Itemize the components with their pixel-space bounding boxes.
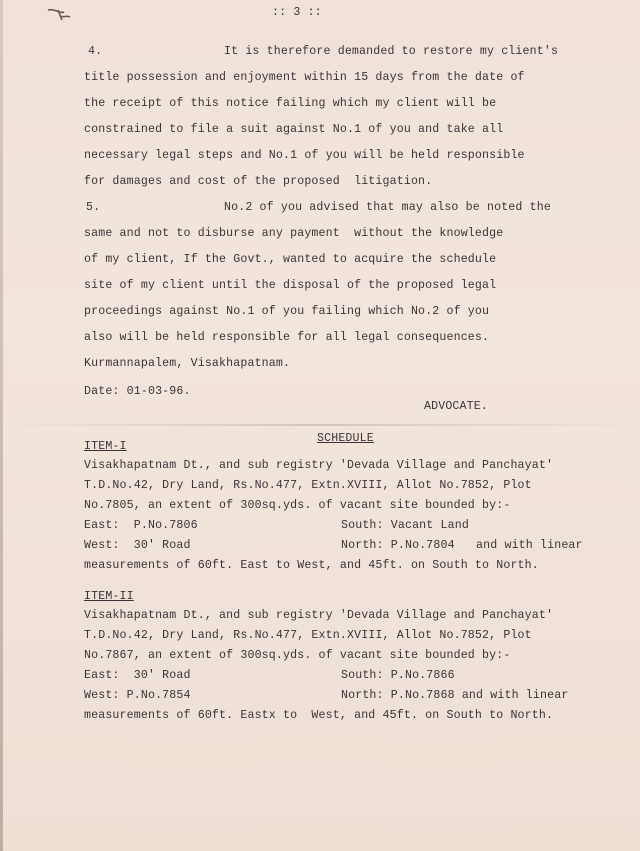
para5-line: proceedings against No.1 of you failing which No.2 of you — [84, 305, 490, 318]
para5-line: same and not to disburse any payment without the knowledge — [84, 227, 504, 240]
para5-line: No.2 of you advised that may also be noted the — [224, 201, 551, 214]
para5-line: also will be held responsible for all legal consequences. — [84, 331, 490, 344]
para4-line: It is therefore demanded to restore my client's — [224, 45, 559, 58]
para4-line: for damages and cost of the proposed litigation. — [84, 175, 433, 188]
item2-line: No.7867, an extent of 300sq.yds. of vacant site bounded by:- — [84, 649, 511, 662]
item1-line: No.7805, an extent of 300sq.yds. of vacant site bounded by:- — [84, 499, 511, 512]
para5-number: 5. — [86, 201, 101, 214]
item1-north: North: P.No.7804 and with linear — [341, 539, 583, 552]
item1-line: Visakhapatnam Dt., and sub registry 'Devada Village and Panchayat' — [84, 459, 554, 472]
schedule-title: SCHEDULE — [317, 432, 374, 445]
fold-crease — [0, 424, 640, 426]
para4-line: title possession and enjoyment within 15 days from the date of — [84, 71, 525, 84]
ink-mark-icon — [46, 6, 72, 24]
item1-line: T.D.No.42, Dry Land, Rs.No.477, Extn.XVIII, Allot No.7852, Plot — [84, 479, 532, 492]
item2-south: South: P.No.7866 — [341, 669, 455, 682]
item2-north: North: P.No.7868 and with linear — [341, 689, 569, 702]
item1-east: East: P.No.7806 — [84, 519, 198, 532]
para5-line: site of my client until the disposal of the proposed legal — [84, 279, 497, 292]
place-line: Kurmannapalem, Visakhapatnam. — [84, 357, 291, 370]
item2-heading: ITEM-II — [84, 590, 134, 603]
para4-line: constrained to file a suit against No.1 of you and take all — [84, 123, 504, 136]
item1-south: South: Vacant Land — [341, 519, 469, 532]
advocate-signatory: ADVOCATE. — [424, 400, 488, 413]
item1-west: West: 30' Road — [84, 539, 191, 552]
date-line: Date: 01-03-96. — [84, 385, 191, 398]
item1-measurements: measurements of 60ft. East to West, and 45ft. on South to North. — [84, 559, 539, 572]
para5-line: of my client, If the Govt., wanted to acquire the schedule — [84, 253, 497, 266]
page-edge-shadow — [0, 0, 3, 851]
item2-measurements: measurements of 60ft. Eastx to West, and 45ft. on South to North. — [84, 709, 554, 722]
para4-line: the receipt of this notice failing which my client will be — [84, 97, 497, 110]
item2-line: T.D.No.42, Dry Land, Rs.No.477, Extn.XVIII, Allot No.7852, Plot — [84, 629, 532, 642]
para4-number: 4. — [88, 45, 103, 58]
para4-line: necessary legal steps and No.1 of you will be held responsible — [84, 149, 525, 162]
item2-west: West: P.No.7854 — [84, 689, 191, 702]
page-number: :: 3 :: — [272, 6, 322, 19]
item2-east: East: 30' Road — [84, 669, 191, 682]
item2-line: Visakhapatnam Dt., and sub registry 'Devada Village and Panchayat' — [84, 609, 554, 622]
item1-heading: ITEM-I — [84, 440, 127, 453]
